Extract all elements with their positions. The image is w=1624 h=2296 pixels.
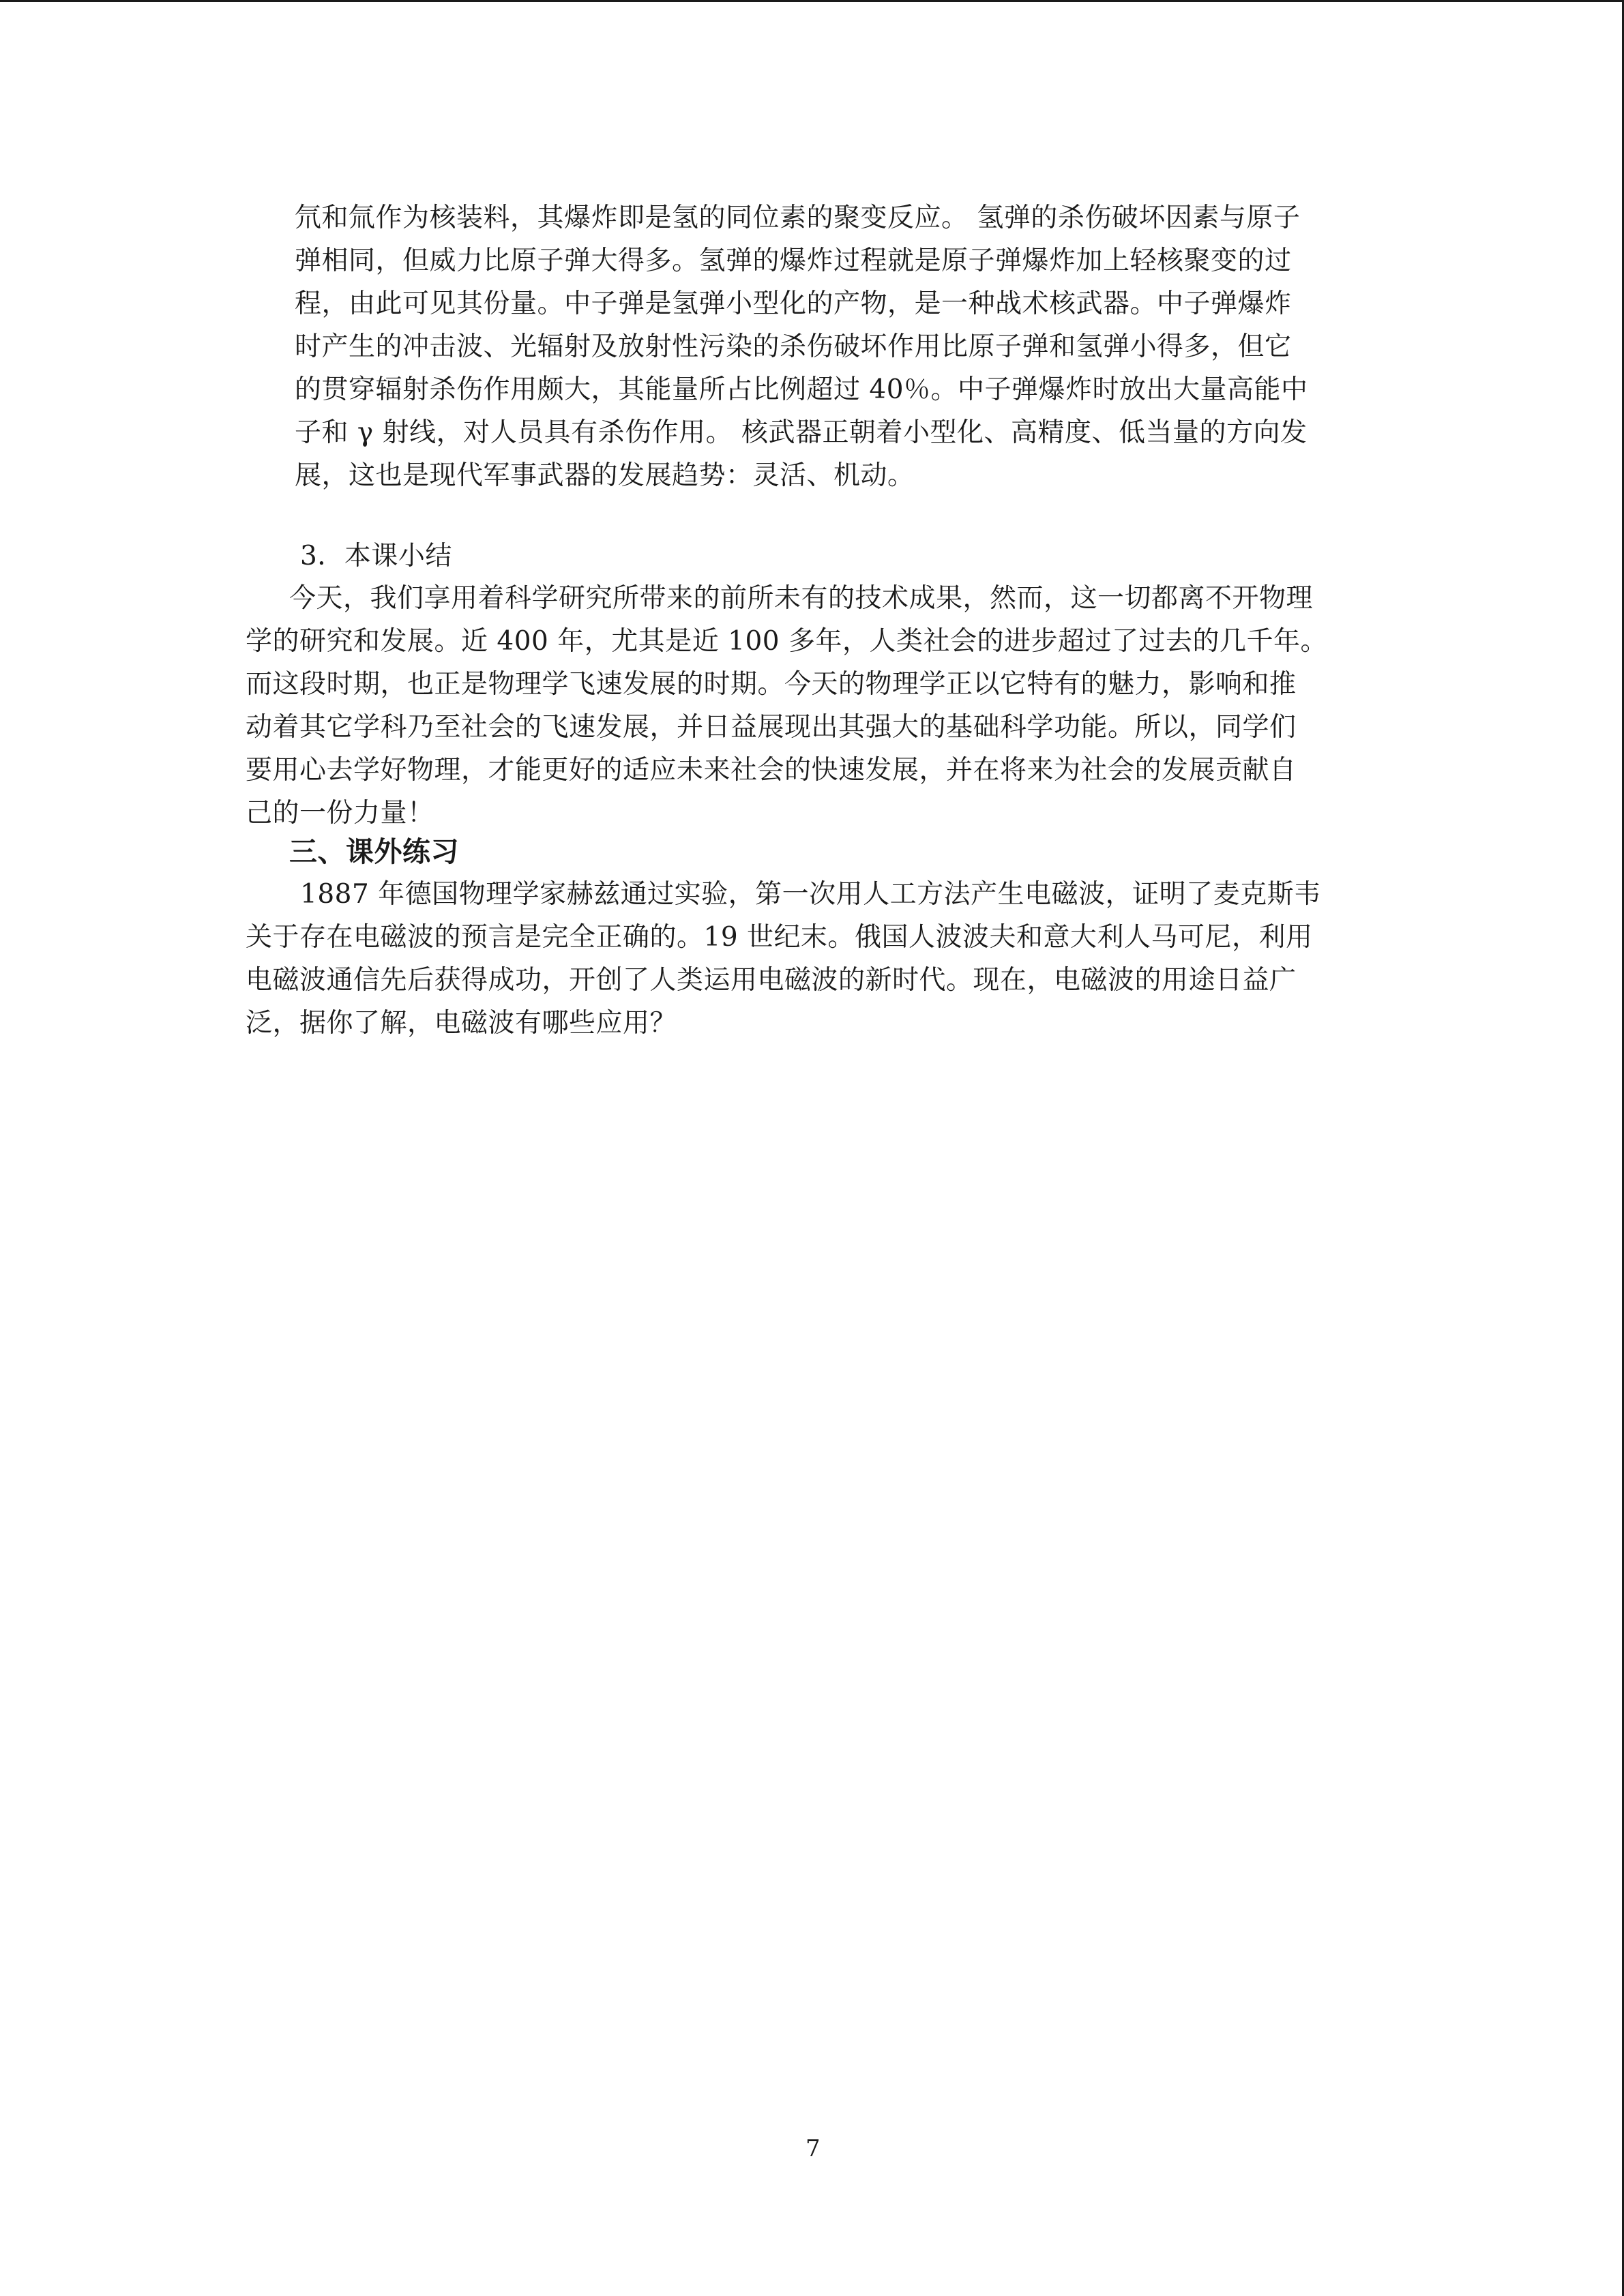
paragraph-line: 氘和氚作为核装料，其爆炸即是氢的同位素的聚变反应。 氢弹的杀伤破坏因素与原子 xyxy=(295,203,1301,233)
paragraph-line: 的贯穿辐射杀伤作用颇大，其能量所占比例超过 40％。中子弹爆炸时放出大量高能中 xyxy=(295,374,1308,405)
paragraph-line: 时产生的冲击波、光辐射及放射性污染的杀伤破坏作用比原子弹和氢弹小得多，但它 xyxy=(295,331,1292,362)
summary-line: 学的研究和发展。近 400 年，尤其是近 100 多年，人类社会的进步超过了过去的几千年。 xyxy=(246,626,1327,657)
paragraph-line: 弹相同，但威力比原子弹大得多。氢弹的爆炸过程就是原子弹爆炸加上轻核聚变的过 xyxy=(295,245,1292,276)
summary-line: 要用心去学好物理，才能更好的适应未来社会的快速发展，并在将来为社会的发展贡献自 xyxy=(246,755,1297,786)
exercise-line: 关于存在电磁波的预言是完全正确的。19 世纪末。俄国人波波夫和意大利人马可尼，利用 xyxy=(246,922,1313,953)
summary-heading: 3．本课小结 xyxy=(300,541,452,571)
exercise-line: 电磁波通信先后获得成功，开创了人类运用电磁波的新时代。现在，电磁波的用途日益广 xyxy=(246,965,1297,996)
paragraph-line: 子和 γ 射线，对人员具有杀伤作用。 核武器正朝着小型化、高精度、低当量的方向发 xyxy=(295,417,1308,448)
exercise-line: 泛，据你了解，电磁波有哪些应用？ xyxy=(246,1008,677,1039)
paragraph-line: 程，由此可见其份量。中子弹是氢弹小型化的产物，是一种战术核武器。中子弹爆炸 xyxy=(295,288,1292,319)
paragraph-line: 展，这也是现代军事武器的发展趋势：灵活、机动。 xyxy=(295,460,915,491)
page-number: 7 xyxy=(806,2135,821,2162)
summary-line: 己的一份力量！ xyxy=(246,798,434,829)
summary-line: 而这段时期，也正是物理学飞速发展的时期。今天的物理学正以它特有的魅力，影响和推 xyxy=(246,669,1297,700)
exercise-line: 1887 年德国物理学家赫兹通过实验，第一次用人工方法产生电磁波，证明了麦克斯韦 xyxy=(300,879,1321,910)
page-top-border xyxy=(0,0,1624,2)
exercise-heading: 三、课外练习 xyxy=(289,835,459,868)
summary-line: 动着其它学科乃至社会的飞速发展，并日益展现出其强大的基础科学功能。所以，同学们 xyxy=(246,712,1297,743)
summary-line: 今天，我们享用着科学研究所带来的前所未有的技术成果，然而，这一切都离不开物理 xyxy=(289,583,1314,614)
